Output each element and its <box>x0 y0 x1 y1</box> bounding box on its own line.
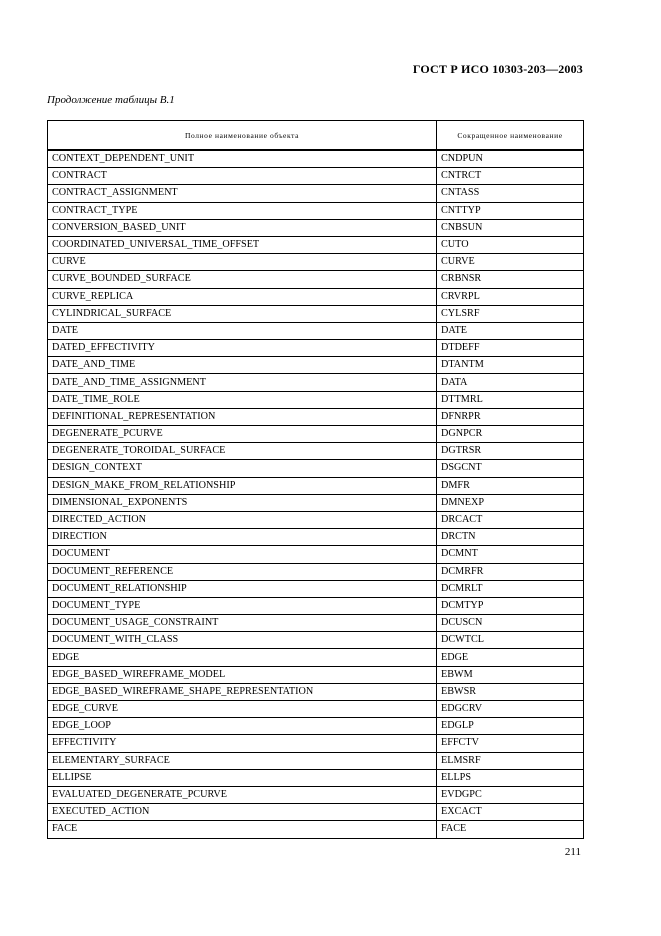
full-name-cell: DIMENSIONAL_EXPONENTS <box>48 494 437 511</box>
table-row <box>48 254 584 271</box>
table-row <box>48 580 584 597</box>
full-name-cell: DIRECTION <box>48 529 437 546</box>
full-name-cell: CONTEXT_DEPENDENT_UNIT <box>48 150 437 168</box>
full-name-cell: DATED_EFFECTIVITY <box>48 340 437 357</box>
table-row <box>48 821 584 838</box>
table-row <box>48 735 584 752</box>
table-body <box>48 150 584 838</box>
table-row <box>48 529 584 546</box>
full-name-cell: DESIGN_CONTEXT <box>48 460 437 477</box>
short-name-cell: DGTRSR <box>437 443 584 460</box>
full-name-cell: CURVE_REPLICA <box>48 288 437 305</box>
short-name-cell: DRCACT <box>437 511 584 528</box>
short-name-cell: DRCTN <box>437 529 584 546</box>
short-name-cell: DMFR <box>437 477 584 494</box>
short-name-cell: DCMTYP <box>437 597 584 614</box>
full-name-cell: EDGE <box>48 649 437 666</box>
full-name-cell: CYLINDRICAL_SURFACE <box>48 305 437 322</box>
table-header-row <box>48 121 584 151</box>
full-name-cell: ELLIPSE <box>48 769 437 786</box>
table-row <box>48 219 584 236</box>
table-row <box>48 752 584 769</box>
short-name-cell: DCMNT <box>437 546 584 563</box>
short-name-cell: EXCACT <box>437 804 584 821</box>
full-name-cell: DOCUMENT_REFERENCE <box>48 563 437 580</box>
table-row <box>48 597 584 614</box>
abbreviations-table <box>47 120 584 839</box>
short-name-cell: CRBNSR <box>437 271 584 288</box>
short-name-cell: DCMRLT <box>437 580 584 597</box>
table-row <box>48 322 584 339</box>
table-row <box>48 288 584 305</box>
full-name-cell: CONTRACT_TYPE <box>48 202 437 219</box>
full-name-cell: DATE_AND_TIME_ASSIGNMENT <box>48 374 437 391</box>
column-header-full-name: Полное наименование объекта <box>48 121 437 151</box>
short-name-cell: CNBSUN <box>437 219 584 236</box>
full-name-cell: DEFINITIONAL_REPRESENTATION <box>48 408 437 425</box>
full-name-cell: EFFECTIVITY <box>48 735 437 752</box>
short-name-cell: CUTO <box>437 236 584 253</box>
full-name-cell: DESIGN_MAKE_FROM_RELATIONSHIP <box>48 477 437 494</box>
table-row <box>48 391 584 408</box>
table-row <box>48 804 584 821</box>
table-row <box>48 271 584 288</box>
full-name-cell: DOCUMENT_TYPE <box>48 597 437 614</box>
full-name-cell: DATE_AND_TIME <box>48 357 437 374</box>
short-name-cell: EDGE <box>437 649 584 666</box>
full-name-cell: CONTRACT <box>48 168 437 185</box>
table-row <box>48 615 584 632</box>
table-row <box>48 305 584 322</box>
page-number: 211 <box>564 846 581 858</box>
table-row <box>48 357 584 374</box>
table-row <box>48 718 584 735</box>
short-name-cell: DCUSCN <box>437 615 584 632</box>
short-name-cell: CYLSRF <box>437 305 584 322</box>
table-row <box>48 477 584 494</box>
full-name-cell: DATE <box>48 322 437 339</box>
short-name-cell: FACE <box>437 821 584 838</box>
short-name-cell: CNTRCT <box>437 168 584 185</box>
column-header-short-name: Сокращенное наименование <box>437 121 584 151</box>
full-name-cell: EXECUTED_ACTION <box>48 804 437 821</box>
short-name-cell: DCWTCL <box>437 632 584 649</box>
short-name-cell: DCMRFR <box>437 563 584 580</box>
table-row <box>48 236 584 253</box>
full-name-cell: DOCUMENT <box>48 546 437 563</box>
table-row <box>48 511 584 528</box>
table-row <box>48 168 584 185</box>
short-name-cell: CURVE <box>437 254 584 271</box>
short-name-cell: EVDGPC <box>437 786 584 803</box>
table-row <box>48 786 584 803</box>
full-name-cell: DOCUMENT_WITH_CLASS <box>48 632 437 649</box>
table-row <box>48 460 584 477</box>
full-name-cell: EDGE_BASED_WIREFRAME_SHAPE_REPRESENTATION <box>48 683 437 700</box>
table-row <box>48 683 584 700</box>
table-row <box>48 546 584 563</box>
table-continuation-caption: Продолжение таблицы B.1 <box>47 94 175 106</box>
short-name-cell: ELMSRF <box>437 752 584 769</box>
full-name-cell: DIRECTED_ACTION <box>48 511 437 528</box>
table-row <box>48 340 584 357</box>
short-name-cell: DATA <box>437 374 584 391</box>
short-name-cell: DTANTM <box>437 357 584 374</box>
table-row <box>48 769 584 786</box>
table-row <box>48 632 584 649</box>
table-row <box>48 443 584 460</box>
table-row <box>48 426 584 443</box>
table-row <box>48 408 584 425</box>
full-name-cell: EDGE_CURVE <box>48 701 437 718</box>
full-name-cell: DEGENERATE_TOROIDAL_SURFACE <box>48 443 437 460</box>
short-name-cell: CNTASS <box>437 185 584 202</box>
table-row <box>48 494 584 511</box>
table-row <box>48 202 584 219</box>
table-row <box>48 666 584 683</box>
short-name-cell: EDGLP <box>437 718 584 735</box>
full-name-cell: CURVE_BOUNDED_SURFACE <box>48 271 437 288</box>
full-name-cell: EVALUATED_DEGENERATE_PCURVE <box>48 786 437 803</box>
short-name-cell: EDGCRV <box>437 701 584 718</box>
table-row <box>48 150 584 168</box>
table-row <box>48 185 584 202</box>
short-name-cell: EFFCTV <box>437 735 584 752</box>
full-name-cell: FACE <box>48 821 437 838</box>
short-name-cell: DGNPCR <box>437 426 584 443</box>
short-name-cell: CNTTYP <box>437 202 584 219</box>
short-name-cell: EBWSR <box>437 683 584 700</box>
table-row <box>48 701 584 718</box>
full-name-cell: DEGENERATE_PCURVE <box>48 426 437 443</box>
full-name-cell: DOCUMENT_USAGE_CONSTRAINT <box>48 615 437 632</box>
table-row <box>48 563 584 580</box>
full-name-cell: EDGE_LOOP <box>48 718 437 735</box>
short-name-cell: DTDEFF <box>437 340 584 357</box>
short-name-cell: CNDPUN <box>437 150 584 168</box>
short-name-cell: ELLPS <box>437 769 584 786</box>
short-name-cell: DMNEXP <box>437 494 584 511</box>
short-name-cell: DSGCNT <box>437 460 584 477</box>
document-standard-header: ГОСТ Р ИСО 10303-203—2003 <box>412 62 583 76</box>
full-name-cell: CONTRACT_ASSIGNMENT <box>48 185 437 202</box>
full-name-cell: COORDINATED_UNIVERSAL_TIME_OFFSET <box>48 236 437 253</box>
short-name-cell: EBWM <box>437 666 584 683</box>
short-name-cell: DFNRPR <box>437 408 584 425</box>
full-name-cell: ELEMENTARY_SURFACE <box>48 752 437 769</box>
short-name-cell: DATE <box>437 322 584 339</box>
full-name-cell: CURVE <box>48 254 437 271</box>
short-name-cell: CRVRPL <box>437 288 584 305</box>
full-name-cell: DATE_TIME_ROLE <box>48 391 437 408</box>
full-name-cell: DOCUMENT_RELATIONSHIP <box>48 580 437 597</box>
full-name-cell: CONVERSION_BASED_UNIT <box>48 219 437 236</box>
full-name-cell: EDGE_BASED_WIREFRAME_MODEL <box>48 666 437 683</box>
table-row <box>48 649 584 666</box>
short-name-cell: DTTMRL <box>437 391 584 408</box>
table-row <box>48 374 584 391</box>
